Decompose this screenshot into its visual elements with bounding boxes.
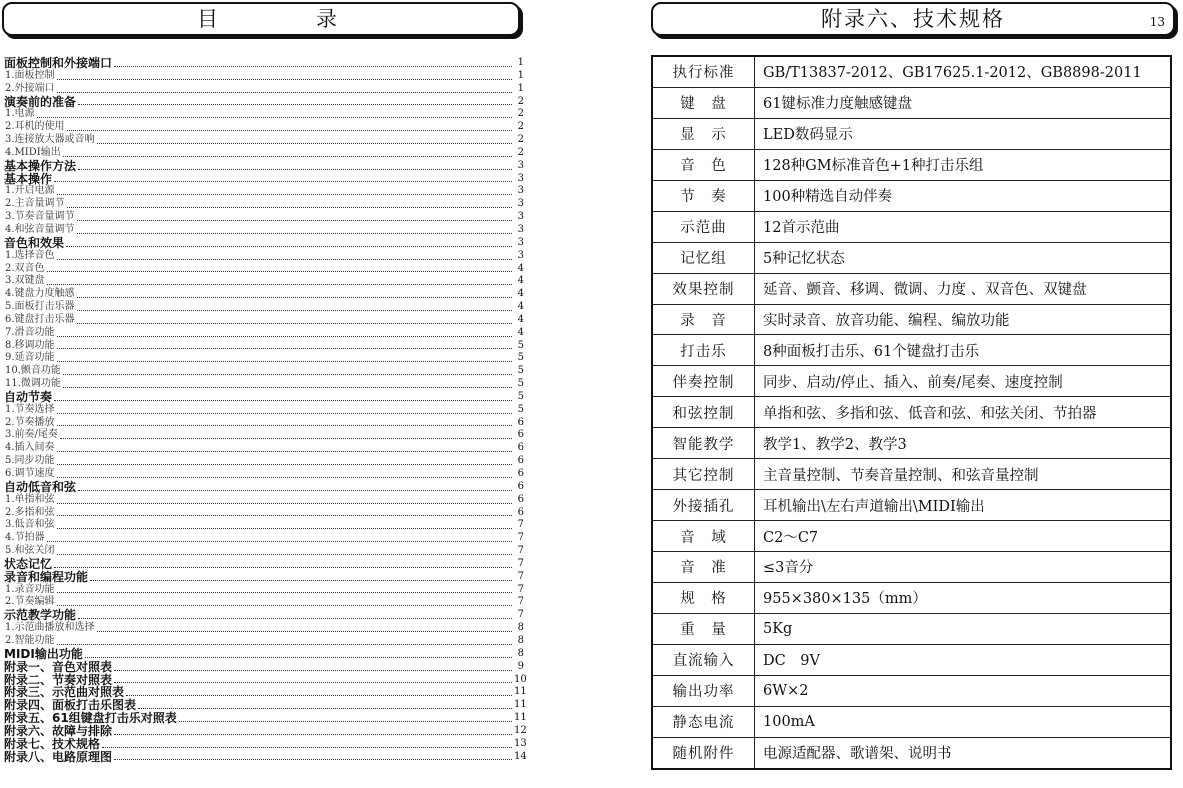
toc-title bbox=[4, 7, 518, 31]
toc-entry-text: 2.多指和弦 bbox=[5, 506, 55, 518]
toc-entry bbox=[4, 417, 524, 430]
toc-entry bbox=[4, 455, 524, 468]
toc-leader-dots bbox=[63, 155, 512, 157]
toc-entry bbox=[4, 507, 524, 520]
toc-entry-text: 1.示范曲播放和选择 bbox=[5, 622, 95, 634]
toc-entry-text: 自动节奏 bbox=[4, 389, 53, 404]
spec-row bbox=[652, 211, 1171, 242]
spec-label: 示范曲 bbox=[652, 211, 755, 242]
toc-entry-text: 基本操作 bbox=[4, 171, 53, 186]
toc-entry-text: 示范教学功能 bbox=[4, 608, 77, 623]
toc-entry bbox=[4, 352, 524, 365]
toc-leader-dots bbox=[60, 437, 512, 439]
toc-entry bbox=[4, 70, 524, 83]
spec-row bbox=[652, 428, 1171, 459]
toc-entry-text: 2.节奏编辑 bbox=[5, 596, 55, 608]
toc-entry-page: 7 bbox=[517, 609, 524, 621]
toc-entry bbox=[4, 275, 524, 288]
toc-entry-page: 7 bbox=[517, 570, 524, 582]
toc-entry-text: 附录五、61组键盘打击乐对照表 bbox=[4, 711, 177, 726]
toc-entry-text: MIDI输出功能 bbox=[4, 646, 83, 661]
toc-entry-page: 7 bbox=[517, 557, 524, 569]
spec-value: 100mA bbox=[755, 706, 1172, 737]
spec-label: 音 色 bbox=[652, 149, 755, 180]
spec-label: 键 盘 bbox=[652, 87, 755, 118]
spec-row bbox=[652, 397, 1171, 428]
toc-entry-page: 8 bbox=[517, 634, 524, 646]
toc-entry-text: 附录一、音色对照表 bbox=[4, 659, 113, 674]
spec-label: 效果控制 bbox=[652, 273, 755, 304]
toc-leader-dots bbox=[78, 617, 512, 619]
toc-entry-page: 3 bbox=[517, 198, 524, 210]
toc-entry-page: 5 bbox=[517, 339, 524, 351]
toc-leader-dots bbox=[67, 206, 512, 208]
toc-entry-page: 5 bbox=[517, 378, 524, 390]
toc-entry-page: 2 bbox=[517, 121, 524, 133]
spec-row bbox=[652, 304, 1171, 335]
toc-entry-text: 状态记忆 bbox=[4, 556, 53, 571]
toc-entry-text: 自动低音和弦 bbox=[4, 479, 77, 494]
toc-entry-page: 12 bbox=[514, 724, 527, 736]
toc-entry-page: 3 bbox=[517, 249, 524, 261]
toc-entry-text: 1.节奏选择 bbox=[5, 403, 55, 415]
toc-entry bbox=[4, 173, 524, 186]
spec-label: 随机附件 bbox=[652, 737, 755, 768]
toc-entry-page: 4 bbox=[517, 288, 524, 300]
toc-entry bbox=[4, 532, 524, 545]
toc-leader-dots bbox=[57, 527, 512, 529]
toc-leader-dots bbox=[77, 219, 512, 221]
toc-entry-page: 3 bbox=[517, 172, 524, 184]
spec-row bbox=[652, 552, 1171, 583]
toc-entry-text: 面板控制和外接端口 bbox=[4, 56, 113, 70]
toc-entry-text: 附录二、节奏对照表 bbox=[4, 672, 113, 687]
toc-entry-page: 11 bbox=[514, 686, 527, 698]
toc-leader-dots bbox=[57, 258, 512, 260]
spec-row bbox=[652, 459, 1171, 490]
toc-entry-page: 4 bbox=[517, 301, 524, 313]
spec-value: 电源适配器、歌谱架、说明书 bbox=[755, 737, 1172, 768]
toc-entry bbox=[4, 250, 524, 263]
toc-leader-dots bbox=[47, 283, 512, 285]
toc-leader-dots bbox=[54, 180, 512, 182]
spec-value: 128种GM标准音色+1种打击乐组 bbox=[755, 149, 1172, 180]
toc-entry-page: 2 bbox=[517, 146, 524, 158]
toc-leader-dots bbox=[57, 643, 512, 645]
toc-entry bbox=[4, 237, 524, 250]
spec-label: 音 准 bbox=[652, 552, 755, 583]
toc-leader-dots bbox=[77, 296, 512, 298]
toc-entry-page: 3 bbox=[517, 236, 524, 248]
spec-row bbox=[652, 706, 1171, 737]
toc-entry bbox=[4, 442, 524, 455]
toc-entry-text: 3.连接放大器或音响 bbox=[5, 134, 95, 146]
toc-leader-dots bbox=[57, 463, 512, 465]
toc-entry-text: 演奏前的准备 bbox=[4, 94, 77, 109]
toc-entry-text: 附录四、面板打击乐图表 bbox=[4, 698, 137, 713]
toc-entry bbox=[4, 749, 527, 764]
toc-entry-page: 4 bbox=[517, 262, 524, 274]
spec-title-tab bbox=[651, 2, 1175, 36]
toc-entry-text: 2.双音色 bbox=[5, 262, 45, 274]
toc-entry-page: 6 bbox=[517, 506, 524, 518]
toc-leader-dots bbox=[54, 566, 512, 568]
spec-row bbox=[652, 644, 1171, 675]
spec-value: 5种记忆状态 bbox=[755, 242, 1172, 273]
spec-table bbox=[651, 55, 1172, 770]
toc-leader-dots bbox=[57, 412, 512, 414]
spec-label: 智能教学 bbox=[652, 428, 755, 459]
spec-row bbox=[652, 242, 1171, 273]
toc-entry bbox=[4, 468, 524, 481]
toc-leader-dots bbox=[63, 386, 512, 388]
toc-leader-dots bbox=[57, 514, 512, 516]
spec-row bbox=[652, 737, 1171, 768]
toc-entry-text: 8.移调功能 bbox=[5, 339, 55, 351]
toc-entry bbox=[4, 96, 524, 109]
toc-entry-page: 2 bbox=[517, 134, 524, 146]
spec-value: LED数码显示 bbox=[755, 118, 1172, 149]
toc-entry-text: 附录三、示范曲对照表 bbox=[4, 685, 125, 700]
toc-entry-page: 7 bbox=[517, 519, 524, 531]
toc-leader-dots bbox=[114, 669, 512, 671]
toc-entry bbox=[4, 481, 524, 494]
spec-value: 955×380×135（mm） bbox=[755, 582, 1172, 613]
toc-leader-dots bbox=[47, 540, 512, 542]
toc-entry-text: 1.单指和弦 bbox=[5, 493, 55, 505]
spec-row bbox=[652, 87, 1171, 118]
toc-leader-dots bbox=[77, 309, 512, 311]
toc-leader-dots bbox=[57, 604, 512, 606]
toc-entry-text: 2.耳机的使用 bbox=[5, 121, 65, 133]
toc-leader-dots bbox=[102, 746, 512, 748]
spec-label: 执行标准 bbox=[652, 56, 755, 87]
spec-row bbox=[652, 366, 1171, 397]
toc-leader-dots bbox=[66, 245, 512, 247]
toc-leader-dots bbox=[77, 322, 512, 324]
toc-entry-page: 1 bbox=[517, 69, 524, 81]
toc-entry-page: 8 bbox=[517, 622, 524, 634]
toc-leader-dots bbox=[126, 694, 512, 696]
toc-entry-text: 基本操作方法 bbox=[4, 158, 77, 173]
toc-entry-text: 9.延音功能 bbox=[5, 352, 55, 364]
toc-leader-dots bbox=[97, 142, 512, 144]
toc-title-char-2: 录 bbox=[316, 7, 337, 31]
spec-row bbox=[652, 613, 1171, 644]
toc-entry-text: 3.节奏音量调节 bbox=[5, 211, 75, 223]
toc-entry-text: 11.微调功能 bbox=[5, 378, 61, 390]
toc-entry bbox=[4, 365, 524, 378]
toc-entry bbox=[4, 661, 524, 674]
toc-leader-dots bbox=[78, 103, 512, 105]
toc-entry bbox=[4, 57, 524, 70]
spec-row bbox=[652, 149, 1171, 180]
toc-entry-text: 2.智能功能 bbox=[5, 634, 55, 646]
spec-value: 100种精选自动伴奏 bbox=[755, 180, 1172, 211]
toc-leader-dots bbox=[57, 553, 512, 555]
toc-entry-text: 附录六、故障与排除 bbox=[4, 723, 113, 738]
spec-value: 延音、颤音、移调、微调、力度 、双音色、双键盘 bbox=[755, 273, 1172, 304]
spec-label: 打击乐 bbox=[652, 335, 755, 366]
spec-title: 附录六、技术规格 bbox=[821, 7, 1005, 31]
toc-leader-dots bbox=[57, 502, 512, 504]
toc-entry-text: 4.键盘力度触感 bbox=[5, 288, 75, 300]
spec-label: 重 量 bbox=[652, 613, 755, 644]
toc-leader-dots bbox=[37, 116, 512, 118]
toc-entry bbox=[4, 648, 524, 661]
toc-entry-page: 3 bbox=[517, 223, 524, 235]
toc-entry-page: 6 bbox=[517, 429, 524, 441]
spec-value: 12首示范曲 bbox=[755, 211, 1172, 242]
toc-entry-text: 4.插入间奏 bbox=[5, 442, 55, 454]
spec-label: 外接插孔 bbox=[652, 490, 755, 521]
toc-entry-page: 5 bbox=[517, 352, 524, 364]
toc-entry-page: 7 bbox=[517, 545, 524, 557]
toc-entry bbox=[4, 134, 524, 147]
toc-leader-dots bbox=[57, 347, 512, 349]
spec-value: 6W×2 bbox=[755, 675, 1172, 706]
toc-title-tab bbox=[2, 2, 520, 36]
toc-entry-text: 录音和编程功能 bbox=[4, 569, 89, 584]
toc-entry bbox=[4, 736, 527, 751]
toc-entry-text: 4.MIDI输出 bbox=[5, 146, 61, 158]
toc-entry-text: 4.节拍器 bbox=[5, 532, 45, 544]
toc-entry-text: 6.调节速度 bbox=[5, 468, 55, 479]
toc-leader-dots bbox=[67, 129, 512, 131]
toc-entry-page: 6 bbox=[517, 416, 524, 428]
toc-entry bbox=[4, 635, 524, 648]
toc-entry-page: 3 bbox=[517, 211, 524, 223]
toc-leader-dots bbox=[138, 707, 512, 709]
toc-entry bbox=[4, 519, 524, 532]
spec-label: 记忆组 bbox=[652, 242, 755, 273]
toc-entry bbox=[4, 494, 524, 507]
spec-label: 节 奏 bbox=[652, 180, 755, 211]
toc-leader-dots bbox=[63, 373, 512, 375]
toc-leader-dots bbox=[97, 630, 512, 632]
spec-value: 实时录音、放音功能、编程、编放功能 bbox=[755, 304, 1172, 335]
toc-entry-text: 1.选择音色 bbox=[5, 249, 55, 261]
toc-entry-text: 4.和弦音量调节 bbox=[5, 223, 75, 235]
toc-entry-page: 6 bbox=[517, 468, 524, 479]
toc-entry bbox=[4, 558, 524, 571]
toc-entry-page: 7 bbox=[517, 596, 524, 608]
toc-entry bbox=[4, 584, 524, 597]
toc-entry-page: 7 bbox=[517, 532, 524, 544]
toc-entry-page: 5 bbox=[517, 390, 524, 402]
spec-row bbox=[652, 180, 1171, 211]
toc-entry-page: 1 bbox=[517, 57, 524, 68]
toc-entry-text: 3.前奏/尾奏 bbox=[5, 429, 58, 441]
toc-entry-page: 8 bbox=[517, 647, 524, 659]
spec-label: 规 格 bbox=[652, 582, 755, 613]
toc-entry-text: 1.电源 bbox=[5, 108, 35, 120]
toc-entry bbox=[4, 340, 524, 353]
spec-label: 音 域 bbox=[652, 521, 755, 552]
toc-entry bbox=[4, 596, 524, 609]
toc-entry bbox=[4, 622, 524, 635]
toc-entry-page: 7 bbox=[517, 583, 524, 595]
toc-entry-page: 6 bbox=[517, 493, 524, 505]
toc-entry-page: 10 bbox=[514, 673, 527, 685]
toc-entry-text: 音色和效果 bbox=[4, 235, 65, 250]
spec-value: 主音量控制、节奏音量控制、和弦音量控制 bbox=[755, 459, 1172, 490]
spec-value: 5Kg bbox=[755, 613, 1172, 644]
toc-entry-text: 6.键盘打击乐器 bbox=[5, 313, 75, 325]
spec-value: 同步、启动/停止、插入、前奏/尾奏、速度控制 bbox=[755, 366, 1172, 397]
spec-value: 耳机输出\左右声道输出\MIDI输出 bbox=[755, 490, 1172, 521]
spec-row bbox=[652, 273, 1171, 304]
toc-leader-dots bbox=[114, 65, 512, 67]
toc-entry-text: 附录八、电路原理图 bbox=[4, 749, 113, 764]
toc-leader-dots bbox=[77, 232, 512, 234]
toc-entry-page: 11 bbox=[514, 712, 527, 724]
toc-entry-page: 5 bbox=[517, 365, 524, 377]
spec-row bbox=[652, 675, 1171, 706]
toc-entry-text: 附录七、技术规格 bbox=[4, 736, 101, 751]
spec-value: GB/T13837-2012、GB17625.1-2012、GB8898-2011 bbox=[755, 56, 1172, 87]
toc-entry bbox=[4, 429, 524, 442]
toc-entry-page: 4 bbox=[517, 275, 524, 287]
toc-entry bbox=[4, 288, 524, 301]
toc-entry-text: 7.滑音功能 bbox=[5, 326, 55, 338]
toc-leader-dots bbox=[114, 758, 512, 760]
spec-value: ≤3音分 bbox=[755, 552, 1172, 583]
toc-entry bbox=[4, 327, 524, 340]
toc-entry bbox=[4, 723, 527, 738]
toc-leader-dots bbox=[114, 681, 512, 683]
toc-entry-text: 5.面板打击乐器 bbox=[5, 301, 75, 313]
spec-label: 录 音 bbox=[652, 304, 755, 335]
toc-title-char-1: 目 bbox=[197, 7, 218, 31]
toc-leader-dots bbox=[47, 270, 512, 272]
toc-entry bbox=[4, 121, 524, 134]
toc-entry bbox=[4, 83, 524, 96]
toc-entry bbox=[4, 185, 524, 198]
toc-entry bbox=[4, 545, 524, 558]
toc-entry-page: 14 bbox=[514, 750, 527, 762]
toc-leader-dots bbox=[78, 168, 512, 170]
spec-label: 输出功率 bbox=[652, 675, 755, 706]
toc-entry-text: 1.录音功能 bbox=[5, 583, 55, 595]
spec-value: C2～C7 bbox=[755, 521, 1172, 552]
toc-entry bbox=[4, 263, 524, 276]
toc-leader-dots bbox=[78, 489, 512, 491]
toc-entry-page: 5 bbox=[517, 403, 524, 415]
toc-entry bbox=[4, 404, 524, 417]
toc-entry-page: 2 bbox=[517, 95, 524, 107]
toc-leader-dots bbox=[114, 733, 512, 735]
toc-entry-page: 3 bbox=[517, 185, 524, 197]
toc-entry bbox=[4, 314, 524, 327]
toc-entry-page: 2 bbox=[517, 108, 524, 120]
toc-leader-dots bbox=[57, 78, 512, 80]
spec-value: 8种面板打击乐、61个键盘打击乐 bbox=[755, 335, 1172, 366]
toc-leader-dots bbox=[85, 656, 512, 658]
toc-entry-page: 6 bbox=[517, 480, 524, 492]
spec-row bbox=[652, 56, 1171, 87]
toc-entry-text: 2.外接端口 bbox=[5, 82, 55, 94]
toc-entry-text: 10.颤音功能 bbox=[5, 365, 61, 377]
spec-row bbox=[652, 118, 1171, 149]
toc-leader-dots bbox=[57, 450, 512, 452]
toc-leader-dots bbox=[57, 360, 512, 362]
spec-row bbox=[652, 335, 1171, 366]
toc-entry-text: 2.节奏播放 bbox=[5, 416, 55, 428]
toc-leader-dots bbox=[90, 579, 512, 581]
toc-entry-text: 1.开启电源 bbox=[5, 185, 55, 197]
spec-value: 教学1、教学2、教学3 bbox=[755, 428, 1172, 459]
toc-leader-dots bbox=[57, 91, 512, 93]
toc-entry-page: 4 bbox=[517, 313, 524, 325]
toc-leader-dots bbox=[57, 476, 512, 478]
spec-label: 直流输入 bbox=[652, 644, 755, 675]
toc-entry bbox=[4, 609, 524, 622]
toc-entry bbox=[4, 198, 524, 211]
spec-label: 静态电流 bbox=[652, 706, 755, 737]
spec-label: 和弦控制 bbox=[652, 397, 755, 428]
toc-leader-dots bbox=[57, 193, 512, 195]
toc-entry-page: 1 bbox=[517, 82, 524, 94]
toc-entry-page: 6 bbox=[517, 442, 524, 454]
toc-entry bbox=[4, 160, 524, 173]
toc-entry bbox=[4, 147, 524, 160]
toc-leader-dots bbox=[57, 424, 512, 426]
toc-entry-page: 9 bbox=[517, 660, 524, 672]
spec-value: DC 9V bbox=[755, 644, 1172, 675]
toc-entry bbox=[4, 211, 524, 224]
toc-entry-page: 6 bbox=[517, 455, 524, 467]
toc-entry bbox=[4, 301, 524, 314]
toc-entry-page: 3 bbox=[517, 159, 524, 171]
toc-entry bbox=[4, 378, 524, 391]
spec-label: 显 示 bbox=[652, 118, 755, 149]
spec-value: 单指和弦、多指和弦、低音和弦、和弦关闭、节拍器 bbox=[755, 397, 1172, 428]
toc-entry-text: 1.面板控制 bbox=[5, 69, 55, 81]
toc-entry bbox=[4, 391, 524, 404]
toc-leader-dots bbox=[57, 335, 512, 337]
toc-entry-text: 3.双键盘 bbox=[5, 275, 45, 287]
toc-leader-dots bbox=[179, 720, 512, 722]
toc-entry bbox=[4, 571, 524, 584]
table-of-contents bbox=[4, 56, 527, 764]
toc-entry-page: 13 bbox=[514, 737, 527, 749]
spec-value: 61键标准力度触感键盘 bbox=[755, 87, 1172, 118]
toc-entry-text: 5.和弦关闭 bbox=[5, 545, 55, 557]
toc-leader-dots bbox=[57, 591, 512, 593]
toc-entry-text: 2.主音量调节 bbox=[5, 198, 65, 210]
toc-entry-text: 5.同步功能 bbox=[5, 455, 55, 467]
spec-row bbox=[652, 521, 1171, 552]
page-number: 13 bbox=[1149, 15, 1165, 29]
spec-row bbox=[652, 490, 1171, 521]
toc-entry-text: 3.低音和弦 bbox=[5, 519, 55, 531]
toc-leader-dots bbox=[54, 399, 512, 401]
toc-entry-page: 4 bbox=[517, 326, 524, 338]
toc-entry-page: 11 bbox=[514, 699, 527, 711]
toc-entry bbox=[4, 224, 524, 237]
toc-entry bbox=[4, 108, 524, 121]
toc-entry bbox=[4, 711, 527, 726]
spec-row bbox=[652, 582, 1171, 613]
spec-label: 伴奏控制 bbox=[652, 366, 755, 397]
spec-label: 其它控制 bbox=[652, 459, 755, 490]
